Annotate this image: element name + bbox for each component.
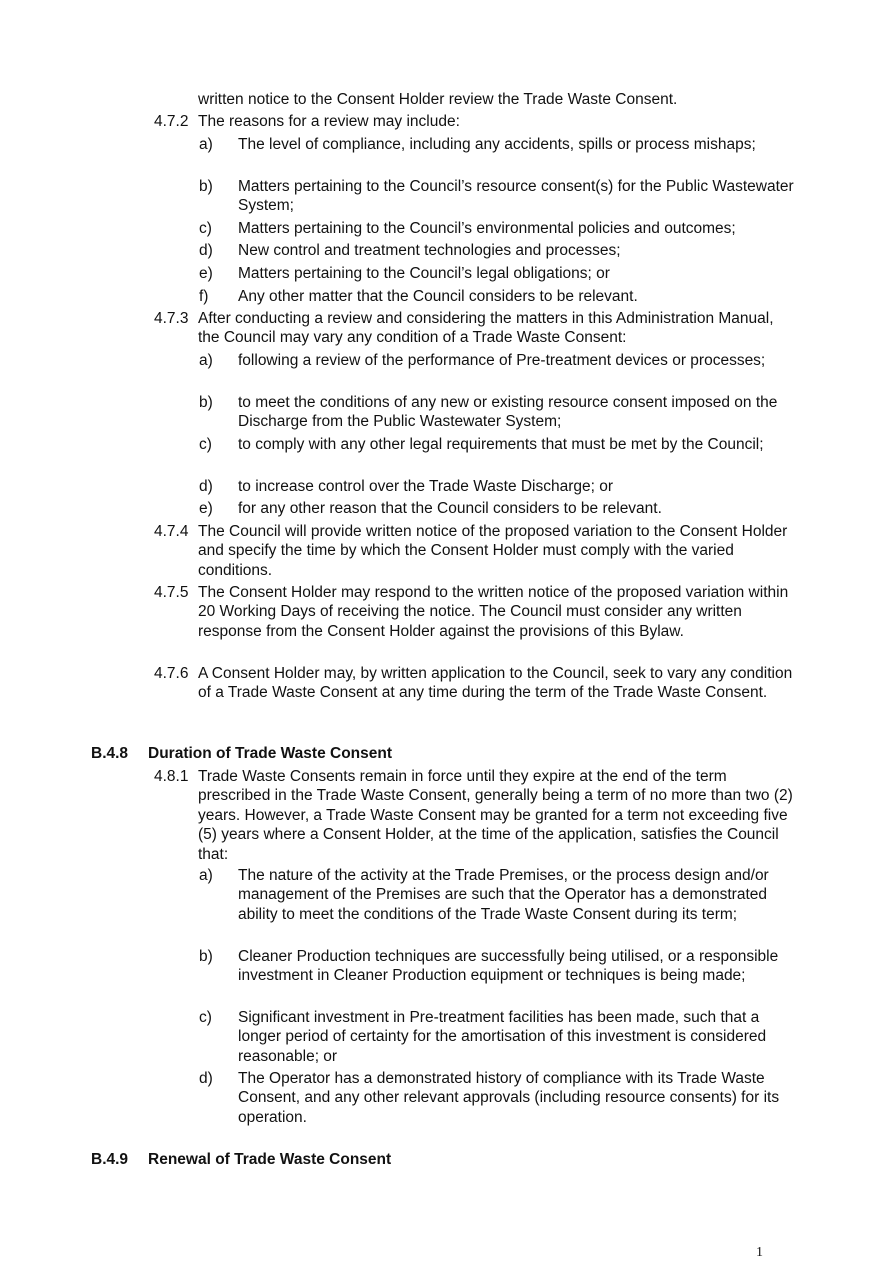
clause-text: The Council will provide written notice of the proposed variation to the Consent Holder and specify the time by which the Consent Holder must comply with the varied conditions. <box>198 523 788 579</box>
list-label: e) <box>199 265 213 282</box>
list-label: d) <box>199 478 213 495</box>
list-text: Matters pertaining to the Council’s environmental policies and outcomes; <box>238 220 736 237</box>
list-text: New control and treatment technologies and processes; <box>238 242 621 259</box>
list-text: Significant investment in Pre-treatment facilities has been made, such that a longer period of certainty for the amortisation of this investment is considered reasonable; or <box>238 1009 767 1065</box>
list-text: to increase control over the Trade Waste Discharge; or <box>238 478 614 495</box>
section-number: B.4.8 <box>91 745 129 762</box>
section-number: B.4.9 <box>91 1151 129 1168</box>
list-label: d) <box>199 1070 213 1087</box>
list-text: Matters pertaining to the Council’s legal obligations; or <box>238 265 610 282</box>
list-text: The Operator has a demonstrated history of compliance with its Trade Waste Consent, and any other relevant approvals (including resource consents) for its operation. <box>238 1070 780 1126</box>
clause-number: 4.8.1 <box>154 768 189 785</box>
list-label: b) <box>199 394 213 411</box>
list-label: b) <box>199 948 213 965</box>
list-label: d) <box>199 242 213 259</box>
list-text: The nature of the activity at the Trade Premises, or the process design and/or management of the Premises are such that the Operator has a demonstrated ability to meet the conditions of the Trade Waste Consent during its term; <box>238 867 769 923</box>
list-label: a) <box>199 352 213 369</box>
clause-number: 4.7.5 <box>154 584 189 601</box>
clause-number: 4.7.2 <box>154 113 189 130</box>
clause-text: Trade Waste Consents remain in force until they expire at the end of the term prescribed in the Trade Waste Consent, generally being a term of no more than two (2) years. However, a Trade Waste Consent may be granted for a term not exceeding five (5) years where a Consent Holder, at the time of the application, satisfies the Council that: <box>198 768 793 863</box>
list-label: c) <box>199 1009 212 1026</box>
list-text: following a review of the performance of Pre-treatment devices or processes; <box>238 352 766 369</box>
list-label: a) <box>199 136 213 153</box>
clause-text: The reasons for a review may include: <box>198 113 460 130</box>
list-label: a) <box>199 867 213 884</box>
list-text: to comply with any other legal requirements that must be met by the Council; <box>238 436 764 453</box>
list-label: f) <box>199 288 209 305</box>
continuation-text: written notice to the Consent Holder review the Trade Waste Consent. <box>198 91 678 108</box>
clause-text: The Consent Holder may respond to the written notice of the proposed variation within 20 Working Days of receiving the notice. The Council must consider any written response from the Consent Holder against the provisions of this Bylaw. <box>198 584 789 640</box>
list-text: Matters pertaining to the Council’s resource consent(s) for the Public Wastewater System; <box>238 178 794 215</box>
clause-number: 4.7.3 <box>154 310 189 327</box>
page-number: 1 <box>756 1245 763 1260</box>
list-text: Any other matter that the Council considers to be relevant. <box>238 288 638 305</box>
clause-text: After conducting a review and considering the matters in this Administration Manual, the Council may vary any condition of a Trade Waste Consent: <box>198 310 774 347</box>
clause-number: 4.7.6 <box>154 665 189 682</box>
list-text: Cleaner Production techniques are successfully being utilised, or a responsible investment in Cleaner Production equipment or techniques is being made; <box>238 948 779 985</box>
section-title: Duration of Trade Waste Consent <box>148 745 393 762</box>
list-label: e) <box>199 500 213 517</box>
clause-text: A Consent Holder may, by written application to the Council, seek to vary any condition of a Trade Waste Consent at any time during the term of the Trade Waste Consent. <box>198 665 793 702</box>
clause-number: 4.7.4 <box>154 523 189 540</box>
section-title: Renewal of Trade Waste Consent <box>148 1151 392 1168</box>
list-label: c) <box>199 436 212 453</box>
list-label: b) <box>199 178 213 195</box>
list-label: c) <box>199 220 212 237</box>
list-text: for any other reason that the Council considers to be relevant. <box>238 500 662 517</box>
list-text: The level of compliance, including any accidents, spills or process mishaps; <box>238 136 756 153</box>
list-text: to meet the conditions of any new or existing resource consent imposed on the Discharge from the Public Wastewater System; <box>238 394 778 431</box>
